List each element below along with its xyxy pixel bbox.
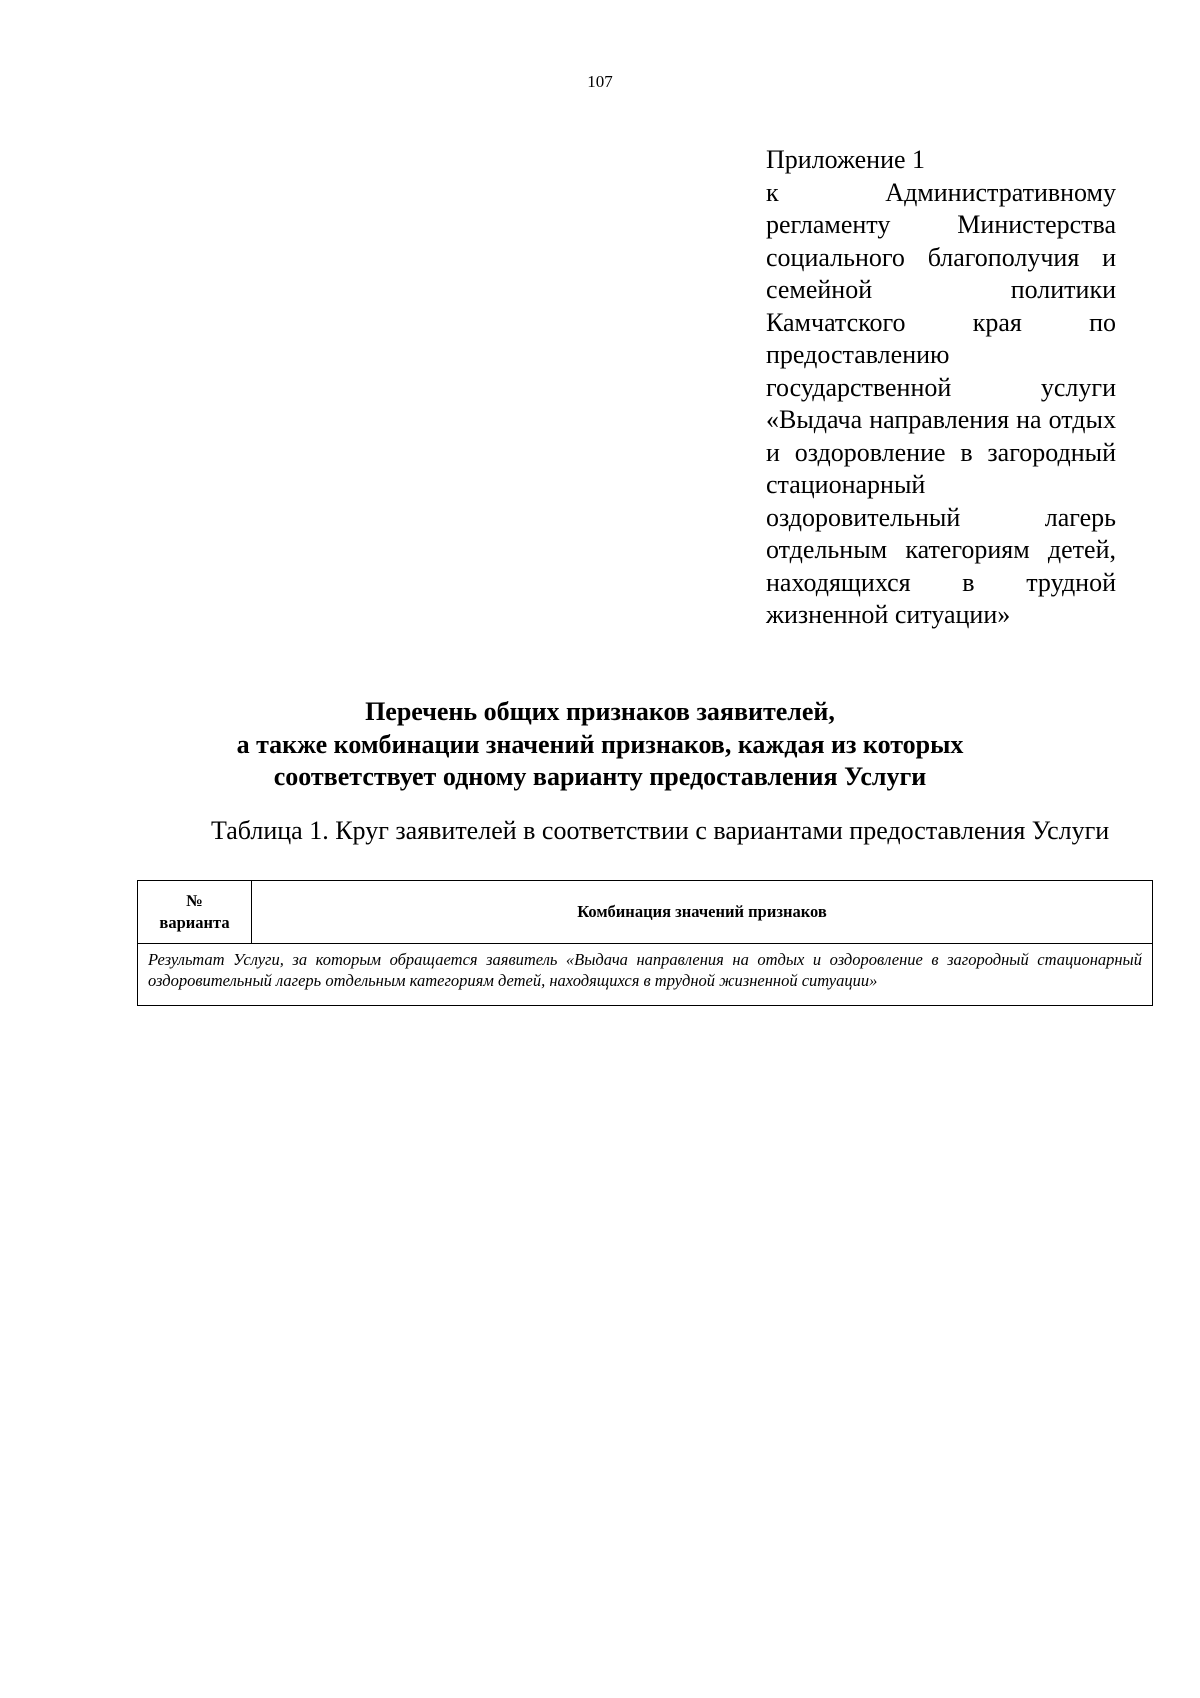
- header-num-symbol: №: [186, 891, 203, 910]
- header-variant-number: [138, 881, 252, 944]
- appendix-title: Приложение 1: [766, 145, 926, 174]
- table-header-row: [138, 881, 1153, 944]
- appendix-body: к Административному регламенту Министерства социального благополучия и семейной политики Камчатского края по предоставлению государственной услуги «Выдача направления на отдых и оздоровление в загородный стационарный оздоровительный лагерь отдельным категориям детей, находящихся в трудной жизненной ситуации»: [766, 177, 1116, 629]
- header-combination: Комбинация значений признаков: [252, 881, 1153, 944]
- header-num-label: варианта: [159, 913, 230, 932]
- result-row-cell: Результат Услуги, за которым обращается заявитель «Выдача направления на отдых и оздоровление в загородный стационарный оздоровительный лагерь отдельным категориям детей, находящихся в трудной жизненной ситуации»: [138, 944, 1153, 1006]
- appendix-block: [766, 144, 1116, 632]
- table-caption: Таблица 1. Круг заявителей в соответствии с вариантами предоставления Услуги: [211, 816, 1110, 845]
- heading-line-2: а также комбинации значений признаков, каждая из которых: [236, 729, 964, 759]
- heading-line-3: соответствует одному варианту предоставления Услуги: [273, 762, 927, 791]
- page-number: 107: [587, 72, 613, 91]
- table-row: [138, 944, 1153, 1006]
- heading-line-1: Перечень общих признаков заявителей,: [365, 697, 835, 726]
- variants-table: [137, 880, 1153, 1006]
- document-heading: [100, 696, 1100, 794]
